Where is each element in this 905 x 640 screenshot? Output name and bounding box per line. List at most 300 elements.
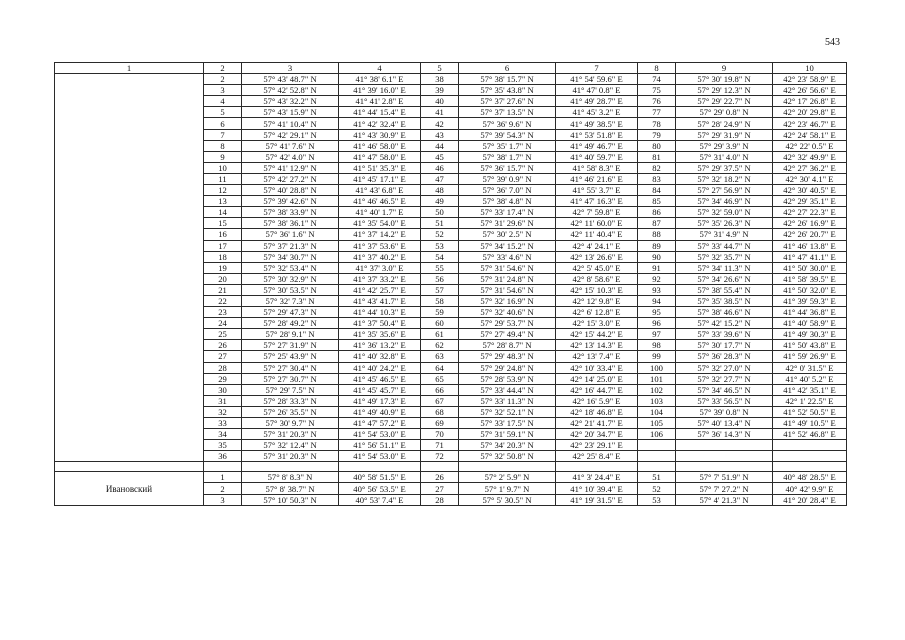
table-cell: 41° 43' 30.9" E: [339, 129, 421, 140]
table-cell: 42° 15' 10.3" E: [556, 284, 638, 295]
table-cell: 10: [204, 162, 242, 173]
table-cell: 57° 31' 29.6" N: [459, 218, 556, 229]
table-cell: 42° 7' 59.8" E: [556, 207, 638, 218]
table-cell: 13: [204, 196, 242, 207]
table-cell: 30: [204, 384, 242, 395]
table-cell: 57° 42' 52.8" N: [242, 85, 339, 96]
table-cell: 57° 10' 50.3" N: [242, 494, 339, 505]
empty-cell: [773, 462, 847, 472]
table-cell: 57° 27' 30.7" N: [242, 373, 339, 384]
table-cell: 51: [421, 218, 459, 229]
table-row: [55, 472, 847, 483]
column-header: 4: [339, 63, 421, 74]
table-cell: 57° 29' 22.7" N: [676, 96, 773, 107]
spacer-row: [55, 462, 847, 472]
table-cell: 57° 36' 9.6" N: [459, 118, 556, 129]
table-cell: 14: [204, 207, 242, 218]
table-cell: 57° 32' 7.3" N: [242, 295, 339, 306]
table-cell: 57° 42' 27.2" N: [242, 173, 339, 184]
table-cell: 42° 26' 56.6" E: [773, 85, 847, 96]
table-cell: 41° 49' 40.9" E: [339, 406, 421, 417]
table-cell: 2: [204, 483, 242, 494]
table-cell: 42° 30' 4.1" E: [773, 173, 847, 184]
table-cell: 57° 27' 56.9" N: [676, 185, 773, 196]
table-cell: 76: [638, 96, 676, 107]
table-cell: 70: [421, 429, 459, 440]
table-cell: 59: [421, 307, 459, 318]
table-cell: 22: [204, 295, 242, 306]
table-cell: 46: [421, 162, 459, 173]
table-cell: 57° 34' 15.2" N: [459, 240, 556, 251]
table-cell: 93: [638, 284, 676, 295]
table-cell: 57° 32' 12.4" N: [242, 440, 339, 451]
table-cell: 57° 32' 27.7" N: [676, 373, 773, 384]
table-cell: 57° 38' 46.6" N: [676, 307, 773, 318]
table-cell: 41° 35' 35.6" E: [339, 329, 421, 340]
table-cell: 57° 29' 48.3" N: [459, 351, 556, 362]
table-cell: 57° 31' 20.3" N: [242, 429, 339, 440]
table-cell: 41° 54' 53.0" E: [339, 429, 421, 440]
table-cell: 41° 39' 16.0" E: [339, 85, 421, 96]
table-cell: 57° 34' 46.9" N: [676, 196, 773, 207]
empty-cell: [339, 462, 421, 472]
table-cell: 57° 32' 40.6" N: [459, 307, 556, 318]
table-cell: 82: [638, 162, 676, 173]
table-cell: 57° 32' 52.1" N: [459, 406, 556, 417]
table-cell: 41° 37' 14.2" E: [339, 229, 421, 240]
table-cell: 57° 26' 35.5" N: [242, 406, 339, 417]
table-cell: 41° 42' 25.7" E: [339, 284, 421, 295]
table-cell: 41° 49' 38.5" E: [556, 118, 638, 129]
table-cell: 102: [638, 384, 676, 395]
table-cell: 57° 34' 46.5" N: [676, 384, 773, 395]
table-cell: 41° 43' 6.8" E: [339, 185, 421, 196]
table-cell: 21: [204, 284, 242, 295]
table-cell: [638, 451, 676, 462]
table-cell: 42° 27' 36.2" E: [773, 162, 847, 173]
table-cell: 57° 30' 19.8" N: [676, 74, 773, 85]
table-cell: 5: [204, 107, 242, 118]
table-cell: 40° 53' 7.4" E: [339, 494, 421, 505]
table-cell: 29: [204, 373, 242, 384]
table-cell: [773, 440, 847, 451]
table-cell: 57° 31' 4.0" N: [676, 151, 773, 162]
table-cell: 41° 46' 13.8" E: [773, 240, 847, 251]
table-cell: 41° 47' 58.0" E: [339, 151, 421, 162]
table-cell: 26: [421, 472, 459, 483]
table-cell: 66: [421, 384, 459, 395]
header-row: [55, 63, 847, 74]
table-cell: 23: [204, 307, 242, 318]
table-cell: 57° 37' 21.3" N: [242, 240, 339, 251]
table-cell: 57° 29' 3.9" N: [676, 140, 773, 151]
column-header: 2: [204, 63, 242, 74]
table-cell: 27: [204, 351, 242, 362]
table-cell: 57° 36' 7.0" N: [459, 185, 556, 196]
table-cell: 47: [421, 173, 459, 184]
table-cell: 41° 46' 21.6" E: [556, 173, 638, 184]
table-cell: 40° 58' 51.5" E: [339, 472, 421, 483]
table-cell: 100: [638, 362, 676, 373]
table-cell: 71: [421, 440, 459, 451]
table-cell: 75: [638, 85, 676, 96]
table-cell: 41° 37' 3.0" E: [339, 262, 421, 273]
table-cell: 57° 38' 4.8" N: [459, 196, 556, 207]
table-cell: 74: [638, 74, 676, 85]
table-cell: 41: [421, 107, 459, 118]
table-cell: 103: [638, 395, 676, 406]
table-cell: 41° 40' 24.2" E: [339, 362, 421, 373]
table-cell: 91: [638, 262, 676, 273]
table-cell: 57° 30' 32.9" N: [242, 273, 339, 284]
table-cell: 41° 52' 46.8" E: [773, 429, 847, 440]
table-cell: 57° 33' 11.3" N: [459, 395, 556, 406]
table-cell: 57° 38' 15.7" N: [459, 74, 556, 85]
table-cell: 57° 38' 55.4" N: [676, 284, 773, 295]
table-cell: 41° 49' 17.3" E: [339, 395, 421, 406]
table-cell: 57° 41' 10.4" N: [242, 118, 339, 129]
empty-cell: [55, 462, 204, 472]
table-cell: 41° 37' 53.6" E: [339, 240, 421, 251]
table-cell: 88: [638, 229, 676, 240]
table-cell: 11: [204, 173, 242, 184]
table-cell: 57° 27' 30.4" N: [242, 362, 339, 373]
table-cell: 19: [204, 262, 242, 273]
table-cell: 48: [421, 185, 459, 196]
table-cell: 41° 49' 30.3" E: [773, 329, 847, 340]
table-cell: 42° 5' 45.0" E: [556, 262, 638, 273]
empty-cell: [638, 462, 676, 472]
table-row: [55, 74, 847, 85]
table-cell: 57° 38' 1.7" N: [459, 151, 556, 162]
column-header: 8: [638, 63, 676, 74]
column-header: 6: [459, 63, 556, 74]
table-cell: 57° 39' 54.3" N: [459, 129, 556, 140]
table-cell: 40: [421, 96, 459, 107]
table-cell: 57° 28' 8.7" N: [459, 340, 556, 351]
table-cell: 7: [204, 129, 242, 140]
column-header: 3: [242, 63, 339, 74]
table-cell: 57° 32' 18.2" N: [676, 173, 773, 184]
table-cell: 49: [421, 196, 459, 207]
table-cell: 42° 10' 33.4" E: [556, 362, 638, 373]
table-cell: 57° 27' 31.9" N: [242, 340, 339, 351]
coordinates-table: [54, 62, 847, 506]
table-cell: 42° 16' 5.9" E: [556, 395, 638, 406]
table-cell: 57° 31' 24.8" N: [459, 273, 556, 284]
table-cell: 9: [204, 151, 242, 162]
table-cell: 38: [421, 74, 459, 85]
table-cell: 41° 37' 40.2" E: [339, 251, 421, 262]
table-cell: 57° 38' 33.9" N: [242, 207, 339, 218]
table-cell: 57° 32' 35.7" N: [676, 251, 773, 262]
table-cell: 40° 42' 9.9" E: [773, 483, 847, 494]
table-cell: 2: [204, 74, 242, 85]
table-cell: 41° 36' 13.2" E: [339, 340, 421, 351]
table-cell: 42° 11' 40.4" E: [556, 229, 638, 240]
table-cell: 41° 50' 32.0" E: [773, 284, 847, 295]
table-cell: 57° 42' 15.2" N: [676, 318, 773, 329]
table-cell: 8: [204, 140, 242, 151]
table-cell: 41° 37' 50.4" E: [339, 318, 421, 329]
table-cell: 57° 32' 59.0" N: [676, 207, 773, 218]
table-cell: 45: [421, 151, 459, 162]
table-cell: 41° 51' 35.3" E: [339, 162, 421, 173]
table-cell: 42° 13' 26.6" E: [556, 251, 638, 262]
table-cell: [773, 451, 847, 462]
table-cell: 94: [638, 295, 676, 306]
table-cell: 18: [204, 251, 242, 262]
table-cell: 12: [204, 185, 242, 196]
column-header: 7: [556, 63, 638, 74]
table-cell: 57° 29' 47.3" N: [242, 307, 339, 318]
table-cell: 57° 29' 37.5" N: [676, 162, 773, 173]
table-cell: 57° 28' 24.9" N: [676, 118, 773, 129]
table-cell: 41° 40' 5.2" E: [773, 373, 847, 384]
table-cell: 6: [204, 118, 242, 129]
table-cell: 87: [638, 218, 676, 229]
table-cell: 3: [204, 494, 242, 505]
empty-cell: [556, 462, 638, 472]
table-cell: 41° 54' 53.0" E: [339, 451, 421, 462]
table-cell: 41° 49' 10.5" E: [773, 418, 847, 429]
table-cell: 42° 11' 60.0" E: [556, 218, 638, 229]
table-cell: 42° 6' 12.8" E: [556, 307, 638, 318]
table-cell: 3: [204, 85, 242, 96]
table-cell: 77: [638, 107, 676, 118]
table-cell: 41° 53' 51.8" E: [556, 129, 638, 140]
table-cell: 57° 41' 7.6" N: [242, 140, 339, 151]
table-cell: 42° 17' 26.8" E: [773, 96, 847, 107]
table-cell: 41° 58' 8.3" E: [556, 162, 638, 173]
table-cell: 89: [638, 240, 676, 251]
table-cell: 55: [421, 262, 459, 273]
table-cell: 42° 20' 34.7" E: [556, 429, 638, 440]
table-cell: 57° 32' 50.8" N: [459, 451, 556, 462]
table-cell: 79: [638, 129, 676, 140]
table-cell: 42° 20' 29.8" E: [773, 107, 847, 118]
table-cell: 41° 54' 59.6" E: [556, 74, 638, 85]
table-cell: 68: [421, 406, 459, 417]
table-cell: 41° 58' 39.5" E: [773, 273, 847, 284]
table-cell: 57° 40' 28.8" N: [242, 185, 339, 196]
table-cell: 57° 29' 31.9" N: [676, 129, 773, 140]
table-cell: 44: [421, 140, 459, 151]
table-cell: 57° 37' 13.5" N: [459, 107, 556, 118]
table-cell: 42° 23' 58.9" E: [773, 74, 847, 85]
table-cell: 57° 30' 9.7" N: [242, 418, 339, 429]
table-cell: 57° 2' 5.9" N: [459, 472, 556, 483]
table-cell: 57° 29' 12.3" N: [676, 85, 773, 96]
table-cell: 92: [638, 273, 676, 284]
table-cell: 43: [421, 129, 459, 140]
table-cell: 41° 40' 58.9" E: [773, 318, 847, 329]
table-cell: 41° 40' 32.8" E: [339, 351, 421, 362]
table-cell: 41° 47' 0.8" E: [556, 85, 638, 96]
table-cell: 64: [421, 362, 459, 373]
table-cell: 57° 33' 4.6" N: [459, 251, 556, 262]
column-header: 1: [55, 63, 204, 74]
table-cell: 57° 31' 4.9" N: [676, 229, 773, 240]
table-cell: 41° 49' 46.7" E: [556, 140, 638, 151]
table-cell: 32: [204, 406, 242, 417]
table-cell: 41° 45' 46.5" E: [339, 373, 421, 384]
table-cell: 28: [204, 362, 242, 373]
table-cell: 53: [638, 494, 676, 505]
table-cell: 41° 50' 30.0" E: [773, 262, 847, 273]
table-cell: 53: [421, 240, 459, 251]
table-cell: 42° 1' 22.5" E: [773, 395, 847, 406]
table-cell: 41° 44' 36.8" E: [773, 307, 847, 318]
table-cell: 57° 8' 38.7" N: [242, 483, 339, 494]
table-cell: 57° 34' 11.3" N: [676, 262, 773, 273]
table-cell: 41° 42' 35.1" E: [773, 384, 847, 395]
table-cell: 28: [421, 494, 459, 505]
table-cell: 57° 36' 1.6" N: [242, 229, 339, 240]
table-cell: 57° 31' 59.1" N: [459, 429, 556, 440]
table-cell: 57° 36' 14.3" N: [676, 429, 773, 440]
table-cell: 25: [204, 329, 242, 340]
table-cell: 57° 33' 44.4" N: [459, 384, 556, 395]
table-cell: 24: [204, 318, 242, 329]
table-cell: 41° 52' 50.5" E: [773, 406, 847, 417]
table-cell: 42° 16' 44.7" E: [556, 384, 638, 395]
table-cell: 57° 36' 28.3" N: [676, 351, 773, 362]
table-cell: 40° 48' 28.5" E: [773, 472, 847, 483]
table-cell: 41° 56' 51.1" E: [339, 440, 421, 451]
table-cell: [638, 440, 676, 451]
table-cell: 42° 21' 41.7" E: [556, 418, 638, 429]
table-cell: 57° 37' 27.6" N: [459, 96, 556, 107]
table-cell: 41° 35' 54.0" E: [339, 218, 421, 229]
table-cell: 41° 50' 43.8" E: [773, 340, 847, 351]
table-cell: 69: [421, 418, 459, 429]
table-cell: 80: [638, 140, 676, 151]
table-cell: [676, 440, 773, 451]
table-cell: 101: [638, 373, 676, 384]
table-cell: 41° 59' 26.9" E: [773, 351, 847, 362]
table-cell: 41° 55' 3.7" E: [556, 185, 638, 196]
table-cell: 57° 32' 27.0" N: [676, 362, 773, 373]
table-cell: 41° 46' 58.0" E: [339, 140, 421, 151]
table-cell: 34: [204, 429, 242, 440]
table-cell: 41° 47' 41.1" E: [773, 251, 847, 262]
table-cell: 42° 8' 58.6" E: [556, 273, 638, 284]
table-cell: 1: [204, 472, 242, 483]
table-cell: 57° 38' 36.1" N: [242, 218, 339, 229]
table-cell: 41° 39' 59.3" E: [773, 295, 847, 306]
table-cell: 42° 32' 49.9" E: [773, 151, 847, 162]
table-cell: [676, 451, 773, 462]
table-cell: 57° 29' 53.7" N: [459, 318, 556, 329]
table-cell: 57° 7' 27.2" N: [676, 483, 773, 494]
table-cell: 41° 47' 57.2" E: [339, 418, 421, 429]
table-cell: 42° 18' 46.8" E: [556, 406, 638, 417]
table-cell: 105: [638, 418, 676, 429]
empty-cell: [242, 462, 339, 472]
table-cell: 62: [421, 340, 459, 351]
table-cell: 41° 37' 33.2" E: [339, 273, 421, 284]
table-cell: 57° 5' 30.5" N: [459, 494, 556, 505]
table-cell: 52: [638, 483, 676, 494]
table-cell: 41° 44' 10.3" E: [339, 307, 421, 318]
page-number: 543: [825, 37, 840, 48]
table-cell: 57° 33' 17.4" N: [459, 207, 556, 218]
table-cell: 41° 40' 1.7" E: [339, 207, 421, 218]
table-cell: 42° 14' 25.0" E: [556, 373, 638, 384]
table-cell: 86: [638, 207, 676, 218]
table-cell: 57° 28' 53.9" N: [459, 373, 556, 384]
table-cell: 42° 13' 7.4" E: [556, 351, 638, 362]
table-cell: 26: [204, 340, 242, 351]
table-cell: 81: [638, 151, 676, 162]
table-cell: 57° 1' 9.7" N: [459, 483, 556, 494]
table-cell: 41° 42' 32.4" E: [339, 118, 421, 129]
table-cell: 63: [421, 351, 459, 362]
empty-cell: [204, 462, 242, 472]
table-cell: 99: [638, 351, 676, 362]
table-cell: 57° 34' 20.3" N: [459, 440, 556, 451]
table-cell: 57° 31' 54.6" N: [459, 284, 556, 295]
table-cell: 42° 26' 16.9" E: [773, 218, 847, 229]
table-cell: 57° 42' 29.1" N: [242, 129, 339, 140]
table-cell: 57° 36' 15.7" N: [459, 162, 556, 173]
table-cell: 51: [638, 472, 676, 483]
table-cell: 57° 34' 30.7" N: [242, 251, 339, 262]
table-cell: 57° 30' 53.5" N: [242, 284, 339, 295]
table-cell: 57° 7' 51.9" N: [676, 472, 773, 483]
table-cell: 41° 43' 41.7" E: [339, 295, 421, 306]
table-cell: 57° 35' 38.5" N: [676, 295, 773, 306]
table-cell: 57° 31' 54.6" N: [459, 262, 556, 273]
table-cell: 97: [638, 329, 676, 340]
table-cell: 67: [421, 395, 459, 406]
table-cell: 84: [638, 185, 676, 196]
table-cell: 41° 45' 3.2" E: [556, 107, 638, 118]
table-cell: 57° 39' 42.6" N: [242, 196, 339, 207]
table-cell: 42° 27' 22.3" E: [773, 207, 847, 218]
table-cell: 57° 25' 43.9" N: [242, 351, 339, 362]
table-cell: 52: [421, 229, 459, 240]
table-cell: 39: [421, 85, 459, 96]
table-cell: 42° 24' 58.1" E: [773, 129, 847, 140]
table-cell: 42° 22' 0.5" E: [773, 140, 847, 151]
table-cell: 42: [421, 118, 459, 129]
table-cell: 27: [421, 483, 459, 494]
table-cell: 20: [204, 273, 242, 284]
table-cell: 85: [638, 196, 676, 207]
table-cell: 42° 13' 14.3" E: [556, 340, 638, 351]
table-cell: 42° 15' 44.2" E: [556, 329, 638, 340]
table-cell: 57° 42' 4.0" N: [242, 151, 339, 162]
table-cell: 57° 33' 44.7" N: [676, 240, 773, 251]
table-cell: 78: [638, 118, 676, 129]
table-cell: 57° 43' 15.9" N: [242, 107, 339, 118]
table-cell: 65: [421, 373, 459, 384]
table-cell: 57° 30' 2.5" N: [459, 229, 556, 240]
table-cell: 57° 31' 20.3" N: [242, 451, 339, 462]
table-cell: 42° 0' 31.5" E: [773, 362, 847, 373]
table-cell: 41° 44' 15.4" E: [339, 107, 421, 118]
table-cell: 50: [421, 207, 459, 218]
table-cell: 95: [638, 307, 676, 318]
table-cell: 96: [638, 318, 676, 329]
table-cell: 42° 23' 29.1" E: [556, 440, 638, 451]
table-cell: 41° 46' 46.5" E: [339, 196, 421, 207]
table-cell: 57° 43' 32.2" N: [242, 96, 339, 107]
table-cell: 33: [204, 418, 242, 429]
table-cell: 57° 30' 17.7" N: [676, 340, 773, 351]
